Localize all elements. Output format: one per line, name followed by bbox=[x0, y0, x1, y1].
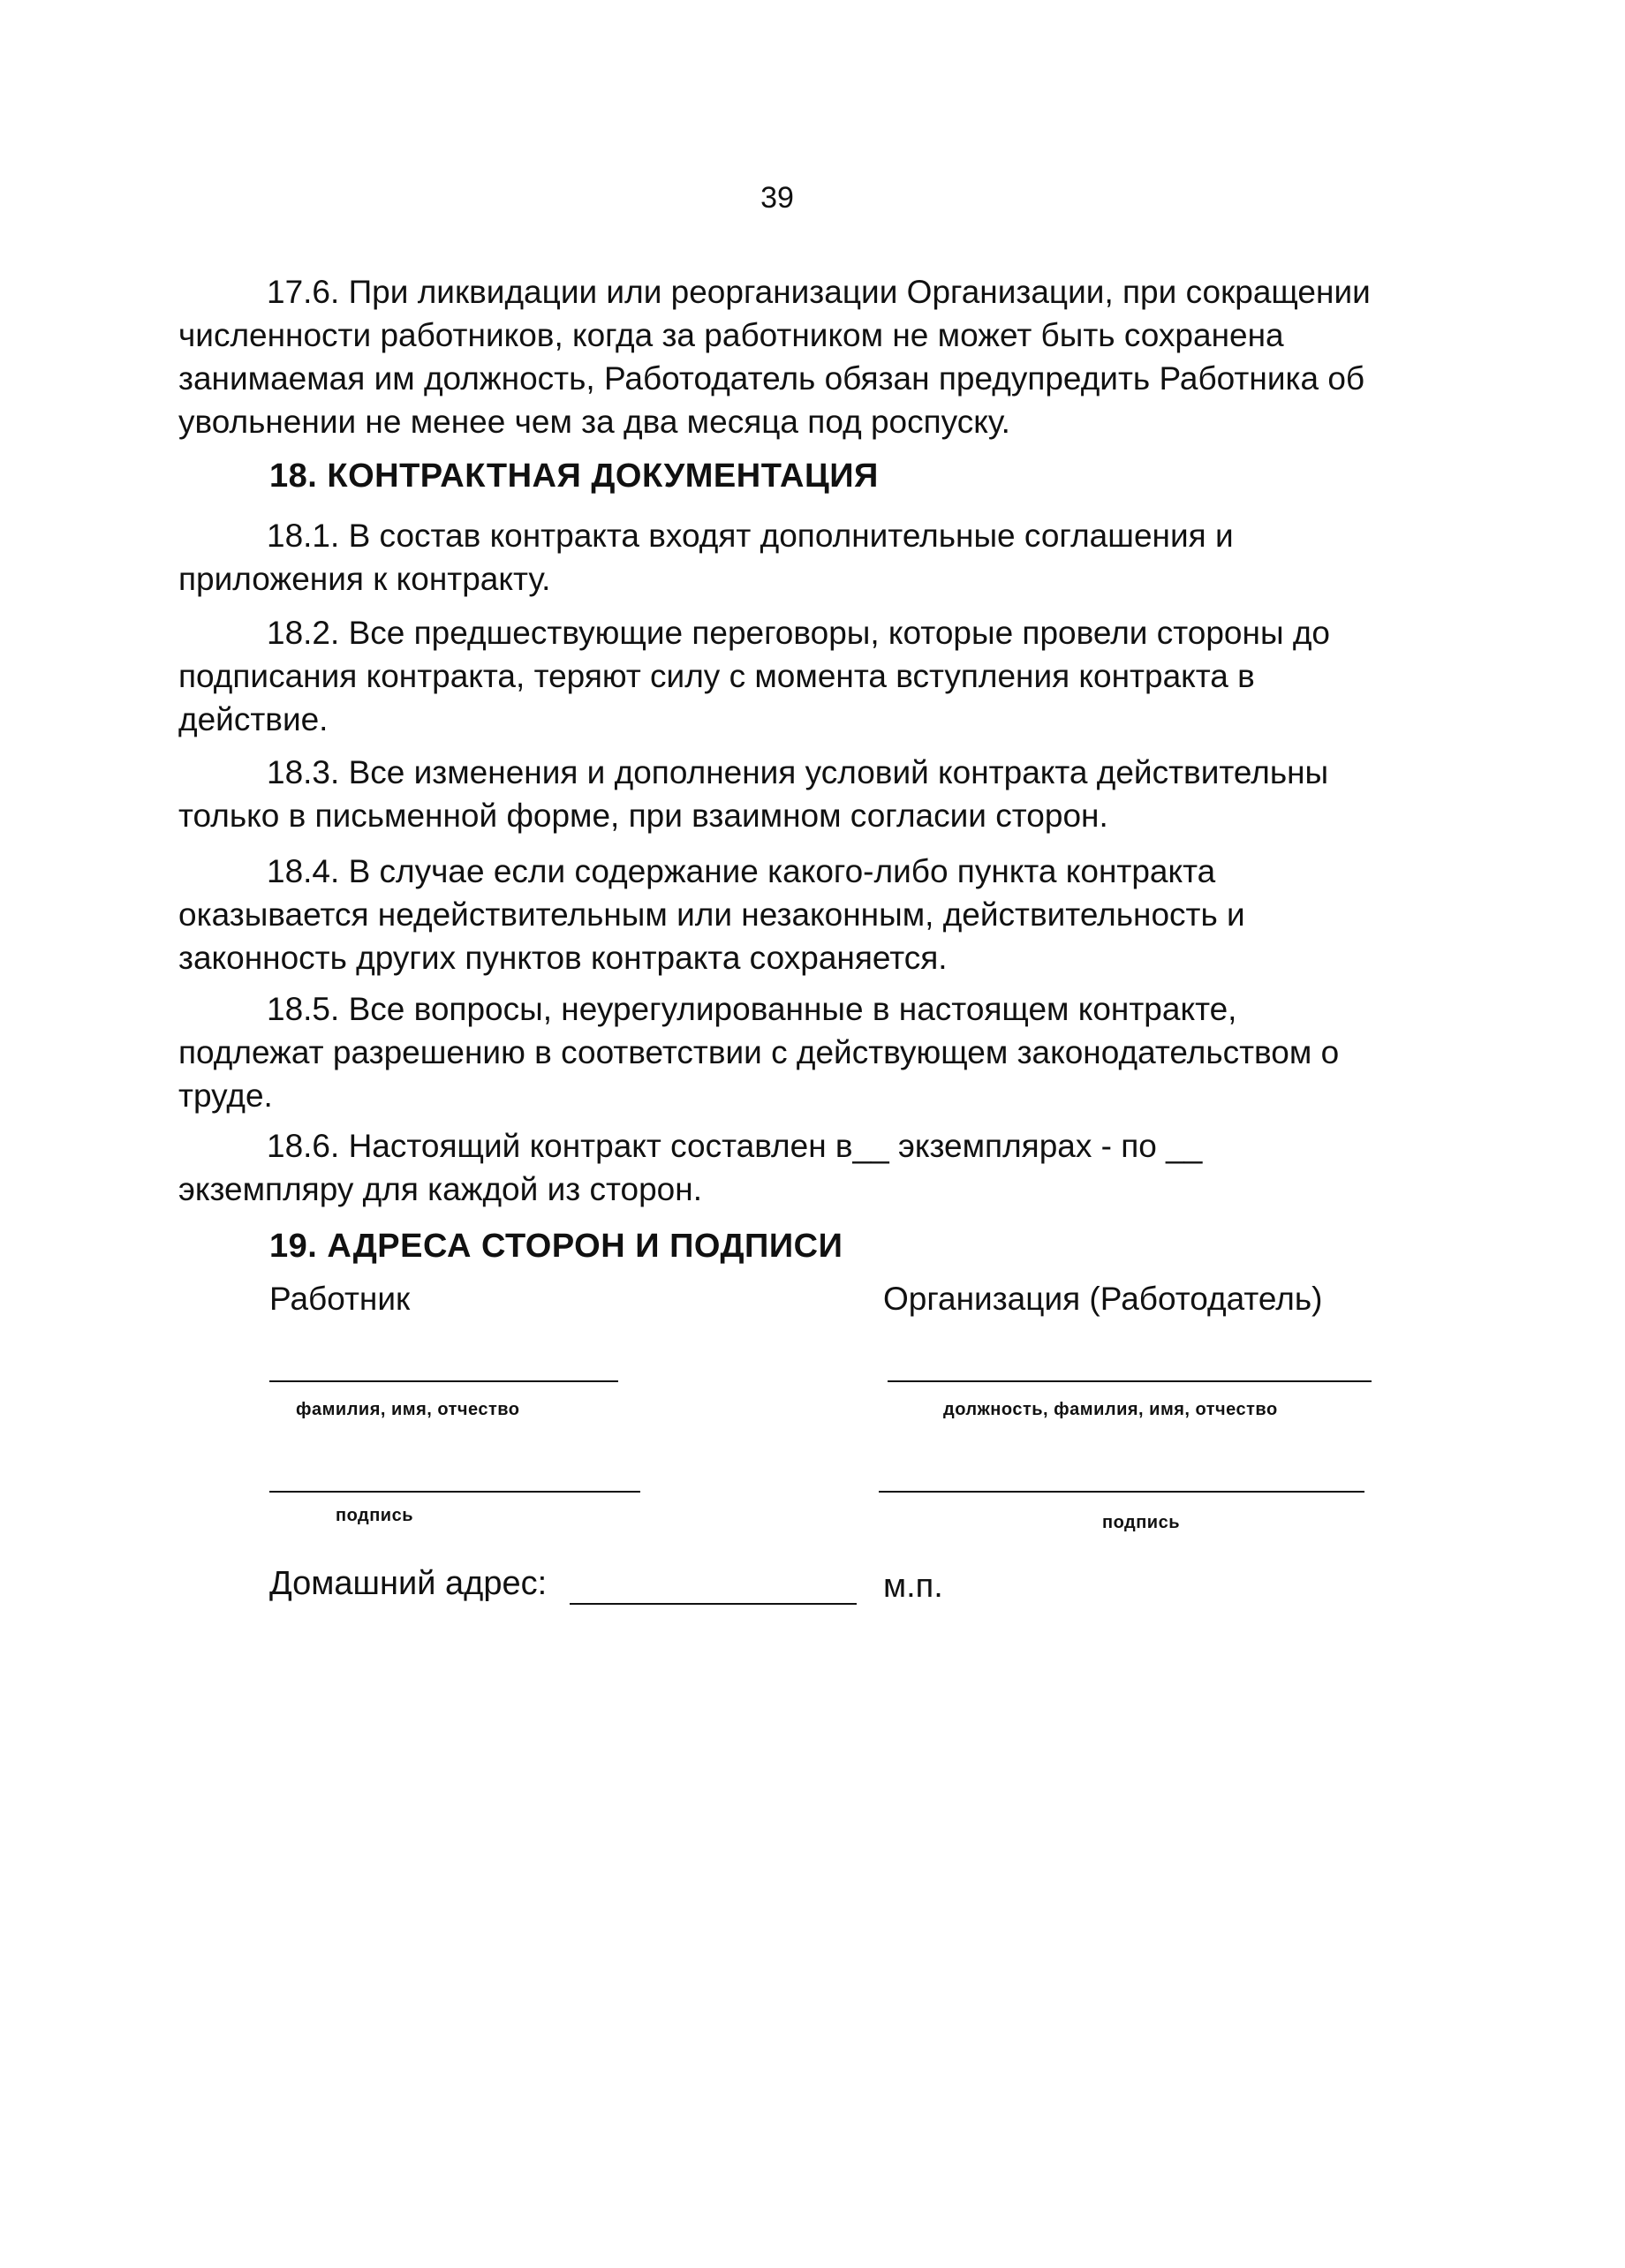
employer-signature-caption: подпись bbox=[1102, 1513, 1181, 1532]
home-address-line bbox=[570, 1603, 857, 1605]
employer-name-line bbox=[888, 1380, 1372, 1382]
paragraph-17-6: 17.6. При ликвидации или реорганизации Организации, при сокращении численности работников, когда за работником не может быть сохранена занимаемая им должность, Работодатель обязан предупредить Работника об увольнении не менее чем за два месяца под роспуску. bbox=[178, 274, 1371, 440]
paragraph-18-3: 18.3. Все изменения и дополнения условий контракта действительны только в письменной форме, при взаимном согласии сторон. bbox=[178, 754, 1329, 834]
page-number: 39 bbox=[760, 181, 794, 215]
worker-label: Работник bbox=[269, 1281, 411, 1317]
employer-signature-line bbox=[879, 1491, 1364, 1493]
paragraph-18-6: 18.6. Настоящий контракт составлен в__ экземплярах - по __ экземпляру для каждой из сторон. bbox=[178, 1128, 1203, 1207]
worker-name-line bbox=[269, 1380, 618, 1382]
worker-signature-line bbox=[269, 1491, 640, 1493]
employer-label: Организация (Работодатель) bbox=[883, 1281, 1323, 1317]
paragraph-18-5: 18.5. Все вопросы, неурегулированные в настоящем контракте, подлежат разрешению в соответствии с действующем законодательством о труде. bbox=[178, 991, 1340, 1114]
worker-name-caption: фамилия, имя, отчество bbox=[296, 1400, 520, 1419]
employer-name-caption: должность, фамилия, имя, отчество bbox=[943, 1400, 1278, 1419]
paragraph-18-2: 18.2. Все предшествующие переговоры, которые провели стороны до подписания контракта, теряют силу с момента вступления контракта в действие. bbox=[178, 615, 1330, 737]
paragraph-18-4: 18.4. В случае если содержание какого-либо пункта контракта оказывается недействительным или незаконным, действительность и законность других пунктов контракта сохраняется. bbox=[178, 853, 1245, 976]
paragraph-18-1: 18.1. В состав контракта входят дополнительные соглашения и приложения к контракту. bbox=[178, 518, 1234, 597]
seal-label: м.п. bbox=[883, 1568, 943, 1605]
worker-signature-caption: подпись bbox=[336, 1506, 414, 1525]
section-heading-18: 18. КОНТРАКТНАЯ ДОКУМЕНТАЦИЯ bbox=[269, 457, 879, 495]
home-address-label: Домашний адрес: bbox=[269, 1565, 548, 1602]
section-heading-19: 19. АДРЕСА СТОРОН И ПОДПИСИ bbox=[269, 1228, 843, 1265]
